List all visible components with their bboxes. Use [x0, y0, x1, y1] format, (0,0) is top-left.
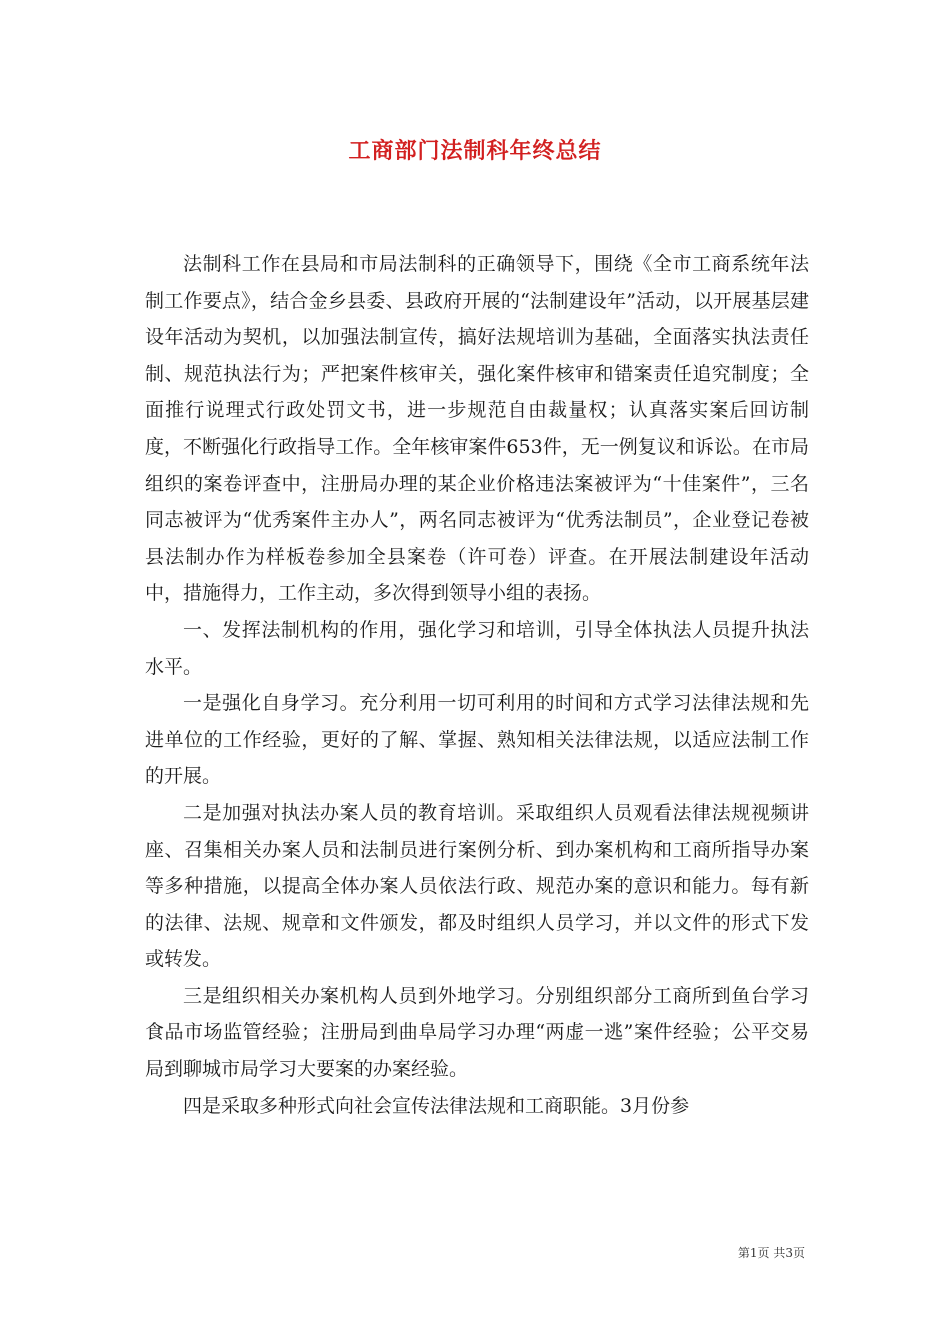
paragraph-point-1: 一是强化自身学习。充分利用一切可利用的时间和方式学习法律法规和先进单位的工作经验，更好的了解、掌握、熟知相关法律法规，以适应法制工作的开展。 — [145, 692, 809, 788]
paragraph-point-4: 四是采取多种形式向社会宣传法律法规和工商职能。3月份参 — [183, 1094, 690, 1117]
page-title: 工商部门法制科年终总结 — [348, 139, 602, 164]
paragraph-point-3: 三是组织相关办案机构人员到外地学习。分别组织部分工商所到鱼台学习食品市场监管经验；注册局到曲阜局学习办理“两虚一逃”案件经验；公平交易局到聊城市局学习大要案的办案经验。 — [145, 984, 809, 1081]
paragraph-intro: 法制科工作在县局和市局法制科的正确领导下，围绕《全市工商系统年法制工作要点》，结合金乡县委、县政府开展的“法制建设年”活动，以开展基层建设年活动为契机，以加强法制宣传，搞好法规培训为基础，全面落实执法责任制、规范执法行为；严把案件核审关，强化案件核审和错案责任追究制度；全面推行说理式行政处罚文书，进一步规范自由裁量权；认真落实案后回访制度，不断强化行政指导工作。全年核审案件653件，无一例复议和诉讼。在市局组织的案卷评查中，注册局办理的某企业价格违法案被评为“十佳案件”，三名同志被评为“优秀案件主办人”，两名同志被评为“优秀法制员”，企业登记卷被县法制办作为样板卷参加全县案卷（许可卷）评查。在开展法制建设年活动中，措施得力，工作主动，多次得到领导小组的表扬。 — [145, 253, 809, 605]
page-number-footer: 第1页 共3页 — [737, 1246, 805, 1260]
paragraph-point-2: 二是加强对执法办案人员的教育培训。采取组织人员观看法律法规视频讲座、召集相关办案人员和法制员进行案例分析、到办案机构和工商所指导办案等多种措施，以提高全体办案人员依法行政、规范办案的意识和能力。每有新的法律、法规、规章和文件颁发，都及时组织人员学习，并以文件的形式下发或转发。 — [145, 801, 809, 971]
document-body — [145, 246, 809, 1124]
section-heading-1: 一、发挥法制机构的作用，强化学习和培训，引导全体执法人员提升执法水平。 — [145, 618, 809, 678]
